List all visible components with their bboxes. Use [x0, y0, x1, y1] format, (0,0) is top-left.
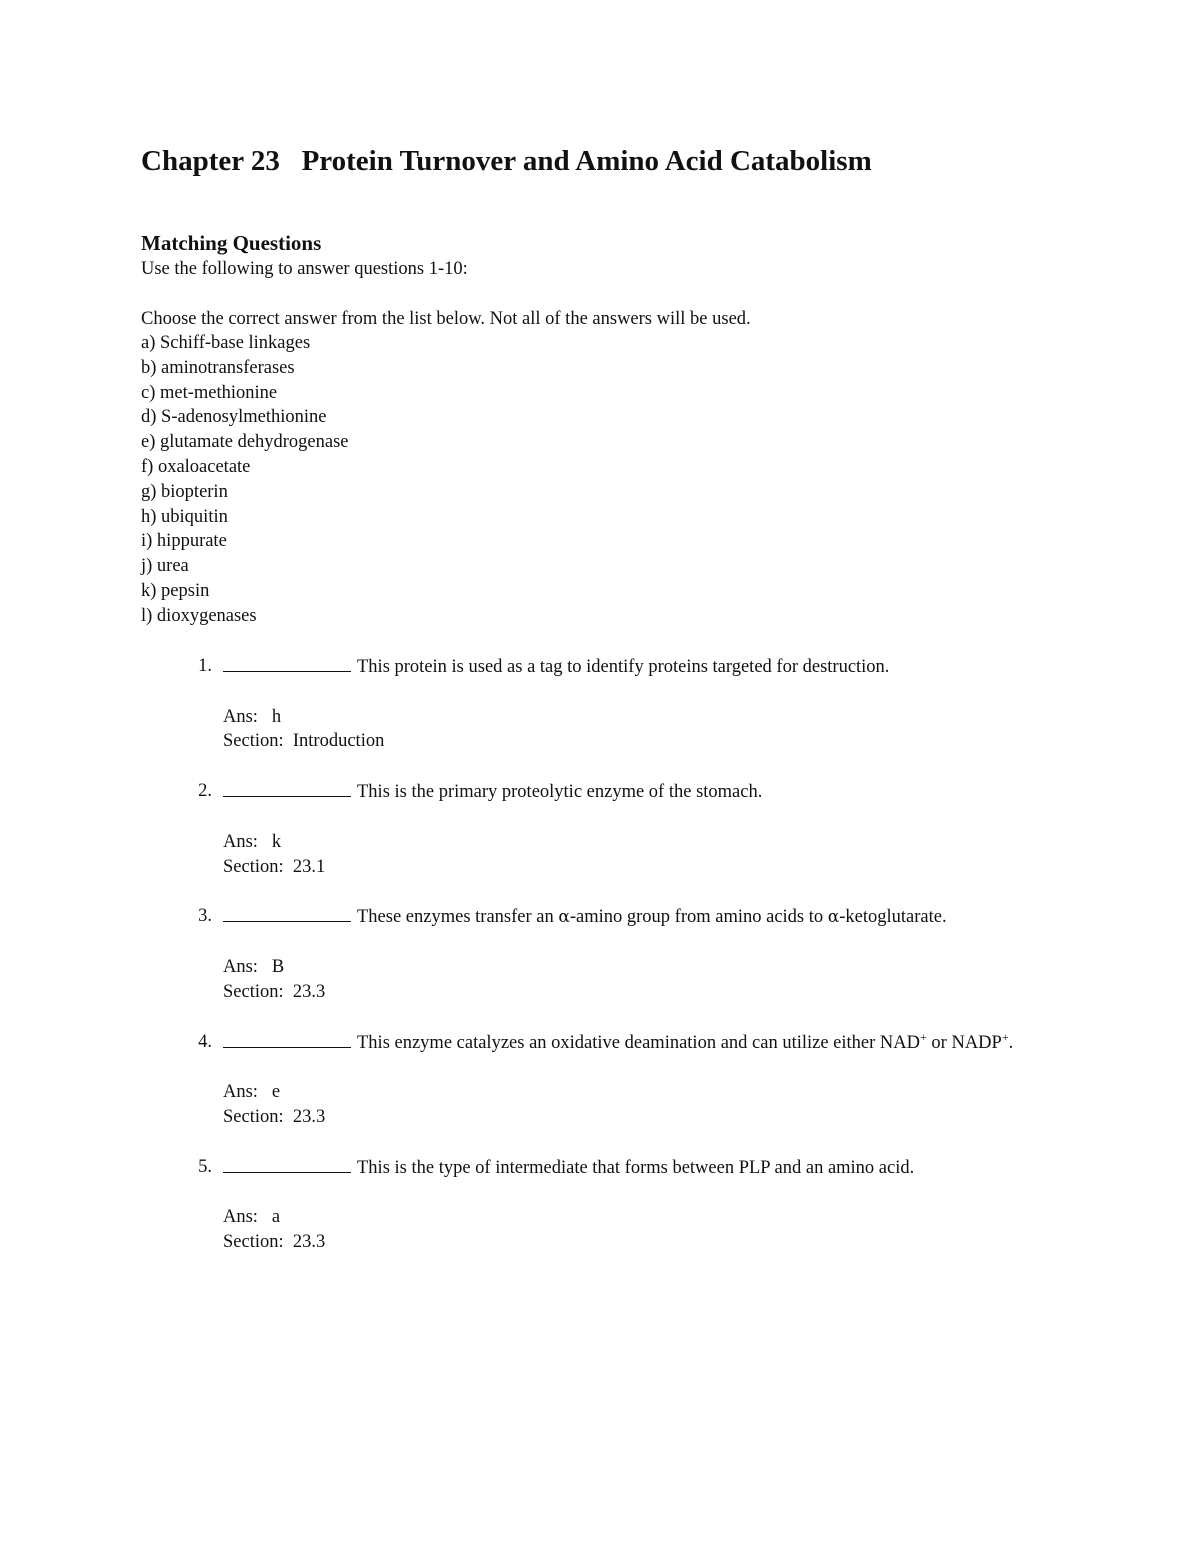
- question-text-line: [223, 904, 1063, 930]
- question-text-part: or NADP: [926, 1032, 1002, 1053]
- answer-section: Section: 23.3: [223, 1232, 326, 1253]
- question-text-line: [223, 1030, 1063, 1056]
- answer-value: Ans: h: [223, 706, 282, 727]
- question-item: [0, 654, 1063, 754]
- question-text-line: [223, 654, 1063, 680]
- option-item: h) ubiquitin: [141, 506, 228, 527]
- intro-text: Use the following to answer questions 1-10:: [141, 259, 468, 279]
- question-item: [0, 1155, 1063, 1255]
- answer-section: Section: 23.1: [223, 856, 326, 877]
- question-text-part: These enzymes transfer an: [357, 907, 559, 928]
- option-item: b) aminotransferases: [141, 357, 295, 378]
- instructions-text: Choose the correct answer from the list below. Not all of the answers will be used.: [141, 309, 751, 329]
- question-number: 1.: [198, 656, 212, 676]
- answer-blank: [223, 779, 351, 797]
- alpha-symbol: α: [827, 907, 840, 928]
- question-item: [0, 779, 1063, 879]
- answer-blank: [223, 1030, 351, 1048]
- question-item: [0, 904, 1063, 1004]
- question-text: This protein is used as a tag to identify proteins targeted for destruction.: [357, 657, 890, 677]
- answer-section: Section: 23.3: [223, 981, 326, 1002]
- superscript-plus: +: [920, 1029, 927, 1044]
- option-item: j) urea: [141, 556, 189, 577]
- answer-options-list: [141, 331, 349, 629]
- question-number: 4.: [198, 1031, 212, 1052]
- question-item: [0, 1030, 1063, 1130]
- question-number: 3.: [198, 906, 212, 927]
- option-item: e) glutamate dehydrogenase: [141, 432, 349, 453]
- answer-blank: [223, 1155, 351, 1173]
- answer-block: [223, 955, 1063, 1005]
- answer-block: [223, 1205, 1063, 1255]
- chapter-title: Chapter 23 Protein Turnover and Amino Acid Catabolism: [141, 145, 872, 177]
- answer-section: Section: Introduction: [223, 731, 385, 752]
- alpha-symbol: α: [558, 907, 570, 928]
- question-number: 5.: [198, 1156, 212, 1177]
- answer-value: Ans: e: [223, 1082, 281, 1103]
- question-text-part: This enzyme catalyzes an oxidative deamination and can utilize either NAD: [357, 1032, 921, 1053]
- question-text-part: -amino group from amino acids to: [569, 907, 828, 928]
- questions-list: [0, 654, 1200, 1280]
- option-item: a) Schiff-base linkages: [141, 333, 311, 353]
- question-text: This is the type of intermediate that forms between PLP and an amino acid.: [357, 1157, 915, 1178]
- question-text-part: -ketoglutarate.: [839, 907, 947, 928]
- answer-value: Ans: a: [223, 1207, 281, 1228]
- answer-value: Ans: k: [223, 831, 282, 852]
- superscript-plus: +: [1001, 1029, 1009, 1044]
- option-item: l) dioxygenases: [141, 605, 257, 626]
- section-heading: Matching Questions: [141, 231, 322, 255]
- answer-block: [223, 830, 1063, 880]
- answer-blank: [223, 654, 351, 672]
- option-item: d) S-adenosylmethionine: [141, 407, 327, 428]
- answer-value: Ans: B: [223, 956, 285, 977]
- option-item: f) oxaloacetate: [141, 456, 251, 477]
- option-item: c) met-methionine: [141, 382, 278, 403]
- question-text-line: [223, 1155, 1063, 1181]
- question-text-part: .: [1008, 1032, 1014, 1053]
- answer-blank: [223, 904, 351, 922]
- question-text: This is the primary proteolytic enzyme of the stomach.: [357, 782, 763, 803]
- option-item: i) hippurate: [141, 531, 227, 552]
- answer-block: [223, 1080, 1063, 1130]
- option-item: g) biopterin: [141, 481, 228, 502]
- answer-block: [223, 705, 1063, 755]
- question-number: 2.: [198, 781, 212, 802]
- option-item: k) pepsin: [141, 580, 210, 601]
- answer-section: Section: 23.3: [223, 1106, 326, 1127]
- question-text-line: [223, 779, 1063, 805]
